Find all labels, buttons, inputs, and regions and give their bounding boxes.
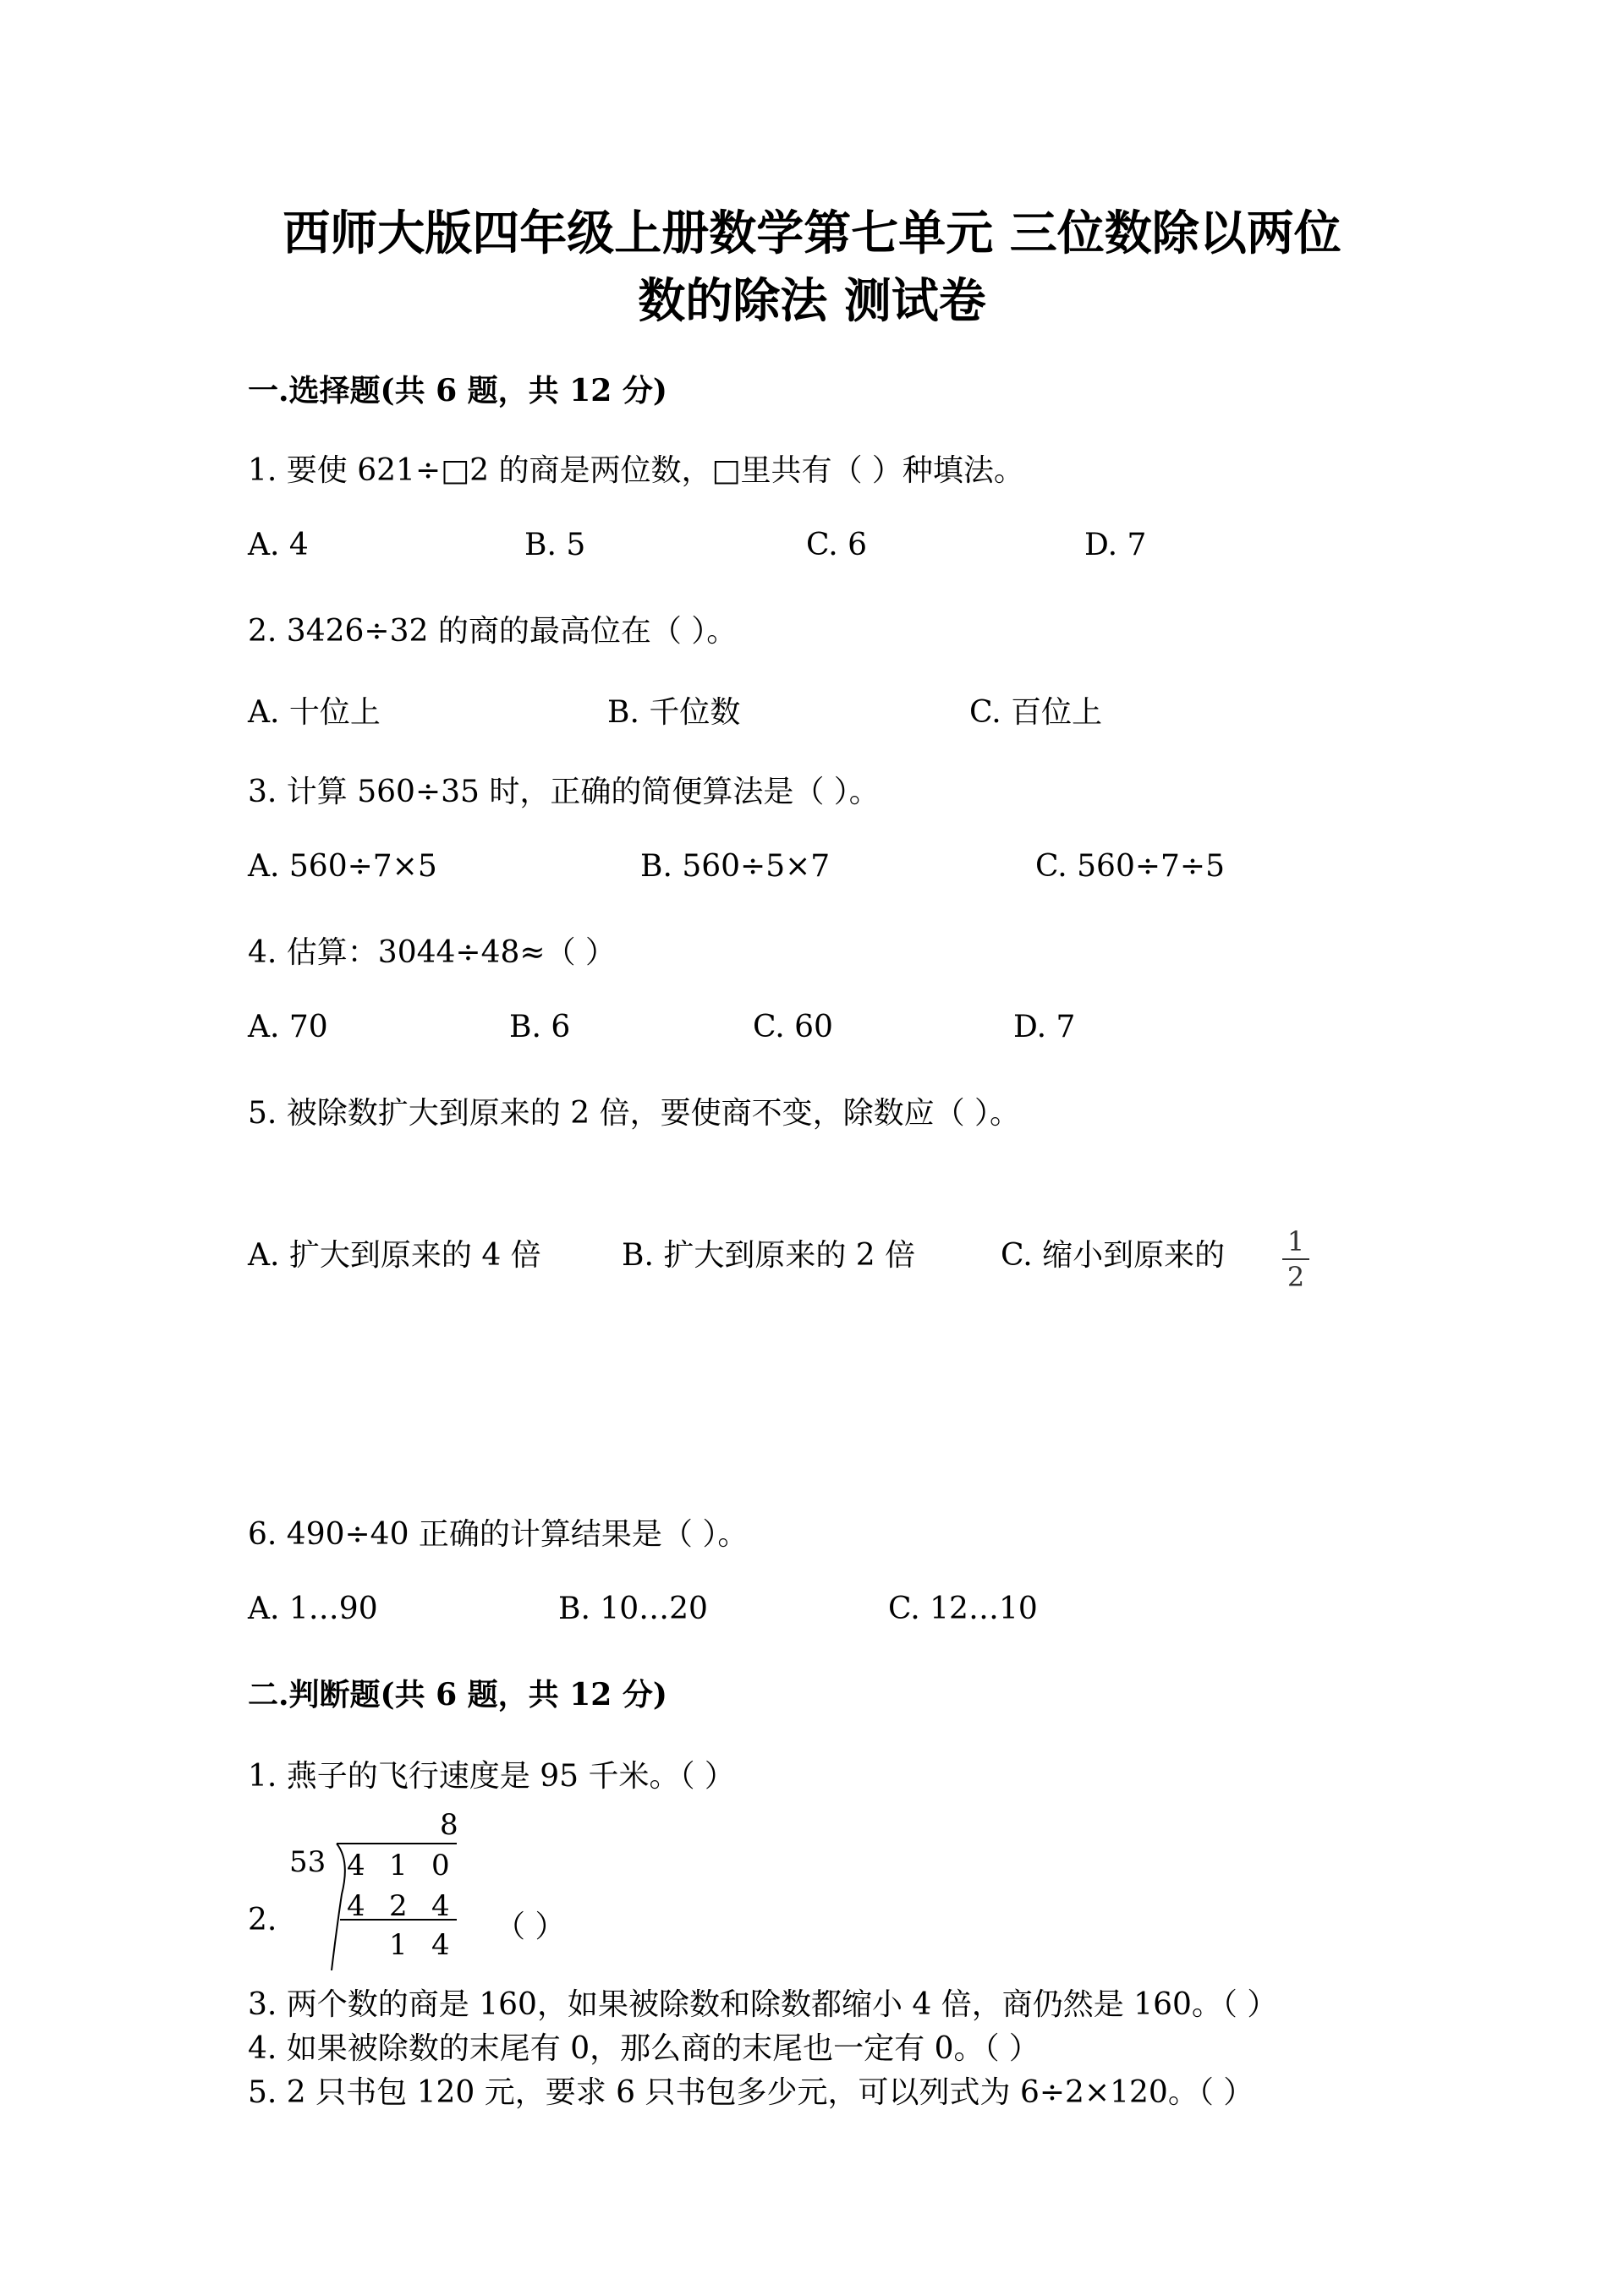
option-a[interactable]: A. 1…90: [248, 1592, 378, 1626]
remainder-digit: 4: [431, 1928, 450, 1962]
question-text: 2. 3426÷32 的商的最高位在（ ）。: [248, 614, 738, 649]
option-b[interactable]: B. 10…20: [558, 1592, 708, 1626]
product-digit: 4: [431, 1889, 450, 1923]
fraction-one-half: [1279, 1225, 1313, 1293]
option-d[interactable]: D. 7: [1013, 1010, 1076, 1044]
option-b[interactable]: B. 千位数: [607, 695, 741, 730]
option-a[interactable]: A. 560÷7×5: [248, 849, 437, 884]
option-a[interactable]: A. 扩大到原来的 4 倍: [248, 1238, 541, 1273]
question-text: 3. 两个数的商是 160，如果被除数和除数都缩小 4 倍，商仍然是 160。（ ）: [248, 1987, 1278, 2022]
question-text: 1. 燕子的飞行速度是 95 千米。（ ）: [248, 1759, 735, 1794]
option-c[interactable]: C. 百位上: [969, 695, 1103, 730]
divisor: 53: [289, 1845, 326, 1879]
page-title-line2: 数的除法 测试卷: [638, 273, 986, 329]
long-division-lines: [279, 1801, 482, 1970]
question-text: 4. 估算：3044÷48≈（ ）: [248, 935, 616, 970]
option-c[interactable]: C. 60: [753, 1010, 833, 1044]
option-b[interactable]: B. 6: [509, 1010, 571, 1044]
question-text: 3. 计算 560÷35 时，正确的简便算法是（ ）。: [248, 775, 880, 809]
product-digit: 4: [347, 1889, 365, 1923]
dividend-digit: 1: [389, 1849, 408, 1882]
question-text: 5. 被除数扩大到原来的 2 倍，要使商不变，除数应（ ）。: [248, 1096, 1021, 1131]
section-heading-judgement: 二.判断题(共 6 题，共 12 分): [248, 1677, 667, 1712]
product-digit: 2: [389, 1889, 408, 1923]
option-b[interactable]: B. 扩大到原来的 2 倍: [622, 1238, 916, 1273]
option-d[interactable]: D. 7: [1084, 528, 1147, 562]
question-text: 5. 2 只书包 120 元，要求 6 只书包多少元，可以列式为 6÷2×120。（ ）: [248, 2075, 1254, 2110]
long-division-figure: [279, 1801, 482, 1970]
option-a[interactable]: A. 4: [248, 528, 309, 562]
remainder-digit: 1: [389, 1928, 408, 1962]
dividend-digit: 0: [431, 1849, 450, 1882]
answer-bracket[interactable]: （ ）: [495, 1910, 566, 1944]
option-b[interactable]: B. 5: [524, 528, 586, 562]
question-text: 1. 要使 621÷□2 的商是两位数，□里共有（ ）种填法。: [248, 453, 1024, 488]
question-text: 4. 如果被除数的末尾有 0，那么商的末尾也一定有 0。（ ）: [248, 2031, 1040, 2066]
option-c[interactable]: C. 12…10: [888, 1592, 1038, 1626]
section-heading-choice: 一.选择题(共 6 题，共 12 分): [248, 373, 667, 408]
option-a[interactable]: A. 十位上: [248, 695, 381, 730]
fraction-denominator: 2: [1287, 1261, 1305, 1293]
dividend-digit: 4: [347, 1849, 365, 1882]
page-title-line1: 西师大版四年级上册数学第七单元 三位数除以两位: [283, 205, 1341, 261]
question-number: 2.: [248, 1903, 277, 1937]
quotient-digit: 8: [440, 1808, 458, 1842]
option-b[interactable]: B. 560÷5×7: [640, 849, 831, 884]
option-a[interactable]: A. 70: [248, 1010, 328, 1044]
fraction-bar: [1282, 1258, 1309, 1260]
fraction-numerator: 1: [1287, 1225, 1305, 1258]
option-c[interactable]: C. 6: [806, 528, 868, 562]
question-text: 6. 490÷40 正确的计算结果是（ ）。: [248, 1517, 749, 1552]
option-c[interactable]: C. 缩小到原来的: [1001, 1238, 1226, 1273]
option-c[interactable]: C. 560÷7÷5: [1035, 849, 1225, 884]
